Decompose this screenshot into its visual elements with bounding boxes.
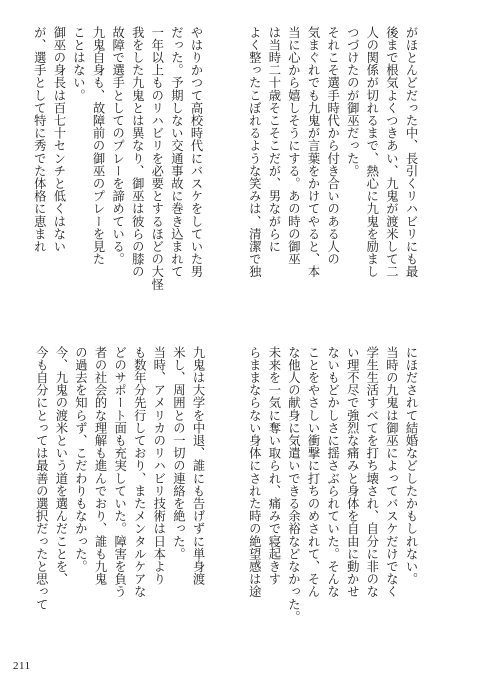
text-line: な他人の献身に気遣いできる余裕などなかった。 <box>286 346 301 624</box>
text-block-lower-left <box>29 346 207 644</box>
text-line: 我をした九鬼とは異なり、御巫は彼らの膝の <box>130 26 145 278</box>
text-block-upper-right <box>243 26 420 326</box>
text-line: ことはない。 <box>71 26 86 102</box>
text-block-lower-right <box>246 346 420 644</box>
text-line: の過去を知らず、こだわりもなかった。 <box>73 346 88 573</box>
text-line: 九鬼は大学を中退、誰にも告げずに単身渡 <box>191 346 205 586</box>
text-line: 人の関係が切れるまで、熱心に九鬼を励まし <box>364 26 379 278</box>
text-line: い理不尽で強烈な痛みと身体を自由に動かせ <box>345 346 360 598</box>
text-line: つづけたのが御巫だった。 <box>345 26 360 178</box>
text-line: 当時、アメリカのリハビリ技術は日本より <box>151 346 166 586</box>
text-line: がほとんどだった中、長引くリハビリにも最 <box>404 26 418 278</box>
text-line: も数年分先行しており、またメンタルケアな <box>132 346 147 598</box>
text-line: どのサポート面も充実していた。障害を負う <box>112 346 127 598</box>
text-line: よく整ったこぼれるような笑みは、清潔で独 <box>247 26 262 278</box>
text-line: 者の社会的な理解も進んでおり、誰も九鬼 <box>93 346 108 586</box>
page-number: 211 <box>13 660 31 672</box>
text-line: 御巫の身長は百七十センチと低くはない <box>51 26 66 253</box>
text-line: やはりかつて高校時代にバスケをしていた男 <box>189 26 203 278</box>
text-line: だった。予期しない交通事故に巻き込まれて <box>169 26 184 278</box>
text-line: 当に心から嬉しそうにする。あの時の御巫 <box>286 26 301 266</box>
text-line: 未来を一気に奪い取られ、痛みで寝起きす <box>266 346 281 586</box>
text-line: が、選手として特に秀でた体格に恵まれ <box>32 26 47 253</box>
text-line: ないもどかしさに揺さぶられていた。そんな <box>325 346 340 598</box>
text-line: 当時の九鬼は御巫によってバスケだけでなく <box>384 346 399 598</box>
text-line: 気まぐれでも九鬼が言葉をかけてやると、本 <box>306 26 321 278</box>
text-line: らままならない身体にされた時の絶望感は途 <box>247 346 262 598</box>
text-line: 故障で選手としてのプレーを諦めている。 <box>110 26 125 266</box>
text-line: 米し、周囲との一切の連絡を絶った。 <box>171 346 186 561</box>
text-line: 後まで根気よくつきあい、九鬼が渡米して二 <box>384 26 399 278</box>
text-block-upper-left <box>29 26 205 326</box>
text-line: ことをやさしい衝撃に打ちのめされて、そん <box>306 346 321 598</box>
text-line: は当時二十歳そこそこだが、男ながらに <box>266 26 281 253</box>
text-line: 九鬼自身も、故障前の御巫のプレーを見た <box>91 26 106 266</box>
text-line: それこそ選手時代から付き合いのある人の <box>325 26 340 266</box>
text-line: にほだされて結婚などしたかもしれない。 <box>404 346 418 586</box>
text-line: 今、九鬼の渡米という道を選んだことを、 <box>53 346 68 586</box>
text-line: 今も自分にとっては最善の選択だったと思って <box>34 346 49 611</box>
text-line: 学生生活すべてを打ち壊され、自分に非のな <box>364 346 379 598</box>
text-line: 一年以上ものリハビリを必要とするほどの大怪 <box>149 26 164 291</box>
